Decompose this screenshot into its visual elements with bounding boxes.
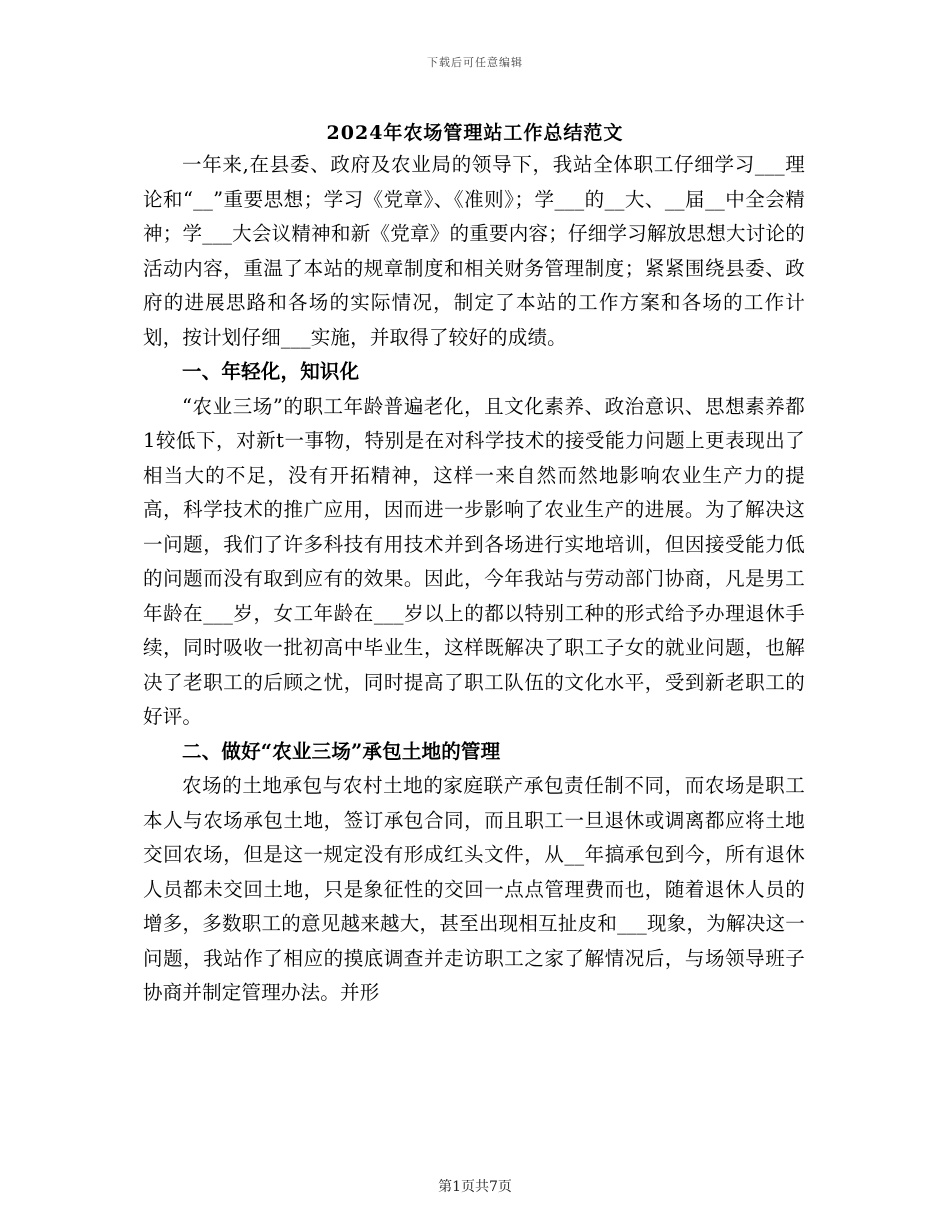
document-body [143,148,805,1011]
intro-paragraph: 一年来,在县委、政府及农业局的领导下，我站全体职工仔细学习___理论和“__”重要思想；学习《党章》、《准则》；学___的__大、__届__中全会精神；学___大会议精神和新《党章》的重要内容；仔细学习解放思想大讨论的活动内容，重温了本站的规章制度和相关财务管理制度；紧紧围绕县委、政府的进展思路和各场的实际情况，制定了本站的工作方案和各场的工作计划，按计划仔细___实施，并取得了较好的成绩。 [143,153,805,349]
page-title: 2024年农场管理站工作总结范文 [326,122,624,144]
section-heading-1: 一、年轻化，知识化 [182,360,360,383]
page-indicator: 第1页共7页 [438,1179,512,1195]
section-paragraph-2: 农场的土地承包与农村土地的家庭联产承包责任制不同，而农场是职工本人与农场承包土地，签订承包合同，而且职工一旦退休或调离都应将土地交回农场，但是这一规定没有形成红头文件，从__年搞承包到今，所有退休人员都未交回土地，只是象征性的交回一点点管理费而也，随着退休人员的增多，多数职工的意见越来越大，甚至出现相互扯皮和___现象，为解决这一问题，我站作了相应的摸底调查并走访职工之家了解情况后，与场领导班子协商并制定管理办法。并形 [143,774,805,1004]
section-paragraph-1: “农业三场”的职工年龄普遍老化，且文化素养、政治意识、思想素养都1较低下，对新t一事物，特别是在对科学技术的接受能力问题上更表现出了相当大的不足，没有开拓精神，这样一来自然而然地影响农业生产力的提高，科学技术的推广应用，因而进一步影响了农业生产的进展。为了解决这一问题，我们了许多科技有用技术并到各场进行实地培训，但因接受能力低的问题而没有取到应有的效果。因此，今年我站与劳动部门协商，凡是男工年龄在___岁，女工年龄在___岁以上的都以特别工种的形式给予办理退休手续，同时吸收一批初高中毕业生，这样既解决了职工子女的就业问题，也解决了老职工的后顾之忧，同时提高了职工队伍的文化水平，受到新老职工的好评。 [143,394,805,728]
section-heading-2: 二、做好“农业三场”承包土地的管理 [182,739,501,763]
header-note: 下载后可任意编辑 [427,56,523,69]
